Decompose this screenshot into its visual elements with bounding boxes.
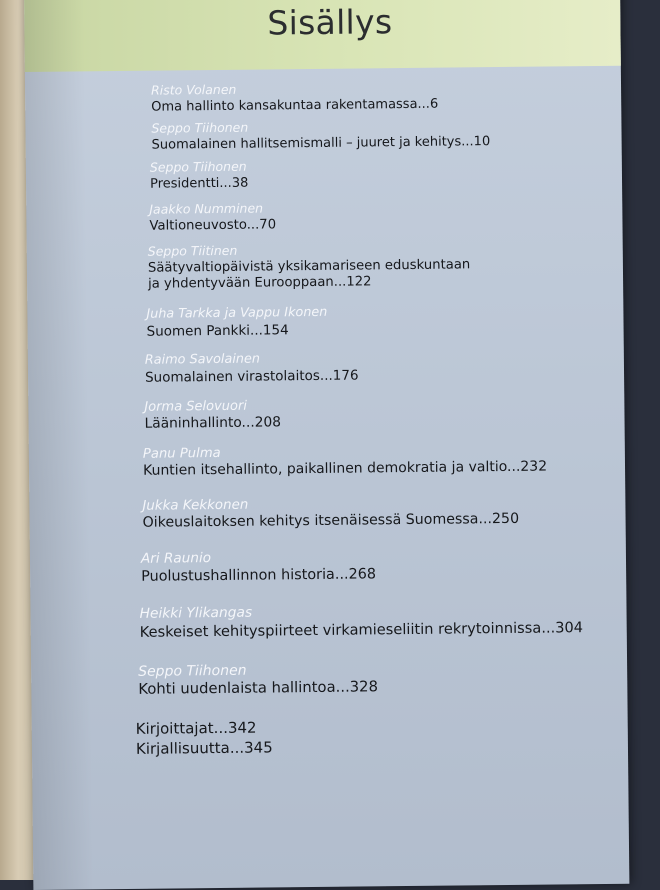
toc-author: Juha Tarkka ja Vappu Ikonen — [146, 304, 328, 322]
toc-title: Säätyvaltiopäivistä yksikamariseen eduskuntaan — [147, 256, 471, 276]
toc-title: Kuntien itsehallinto, paikallinen demokratia ja valtio...232 — [142, 458, 548, 479]
back-matter-item: Kirjallisuutta...345 — [135, 738, 273, 758]
toc-author: Seppo Tiitinen — [147, 242, 238, 259]
toc-title: Lääninhallinto...208 — [144, 414, 282, 432]
toc-entry — [151, 117, 490, 154]
toc-author: Risto Volanen — [150, 81, 237, 98]
toc-title: Presidentti...38 — [149, 175, 249, 192]
toc-author: Jorma Selovuori — [144, 398, 248, 415]
toc-entry — [138, 660, 378, 699]
toc-title: Suomen Pankki...154 — [146, 322, 289, 340]
toc-title: Kohti uudenlaista hallintoa...328 — [138, 678, 379, 698]
toc-author: Panu Pulma — [142, 445, 221, 462]
toc-author: Raimo Savolainen — [144, 351, 261, 368]
toc-entry — [139, 601, 583, 642]
toc-title: Oma hallinto kansakuntaa rakentamassa...6 — [151, 96, 439, 115]
toc-author: Jaakko Numminen — [149, 200, 264, 217]
toc-title: Keskeiset kehityspiirteet virkamieseliitin rekrytoinnissa...304 — [139, 618, 584, 641]
back-matter-item: Kirjoittajat...342 — [135, 718, 257, 738]
toc-entry — [142, 494, 519, 533]
toc-entry — [143, 442, 547, 481]
toc-author: Seppo Tiihonen — [151, 119, 249, 136]
header-band — [24, 0, 621, 72]
toc-title: Valtioneuvosto...70 — [149, 216, 277, 234]
toc-author: Ari Raunio — [140, 550, 212, 567]
toc-entry — [148, 240, 471, 293]
toc-title: Oikeuslaitoksen kehitys itsenäisessä Suomessa...250 — [142, 511, 520, 532]
toc-author: Jukka Kekkonen — [142, 497, 249, 514]
toc-entry — [150, 159, 249, 193]
page-gutter-shade — [24, 0, 93, 890]
toc-entry — [145, 351, 359, 387]
back-matter-list — [136, 717, 273, 758]
page-title: Sisällys — [267, 2, 393, 43]
toc-entry — [151, 80, 438, 116]
toc-title: ja yhdentyvään Eurooppaan...122 — [148, 274, 372, 292]
toc-entry — [149, 200, 276, 235]
toc-entry — [144, 397, 281, 433]
toc-entry — [146, 305, 327, 341]
book-page — [24, 0, 629, 890]
toc-title: Suomalainen hallitsemismalli – juuret ja kehitys...10 — [151, 133, 491, 153]
toc-author: Seppo Tiihonen — [149, 158, 247, 175]
toc-title: Puolustushallinnon historia...268 — [141, 565, 377, 585]
toc-author: Seppo Tiihonen — [138, 662, 247, 680]
toc-author: Heikki Ylikangas — [139, 604, 253, 622]
toc-entry — [141, 548, 376, 586]
toc-title: Suomalainen virastolaitos...176 — [144, 367, 359, 386]
